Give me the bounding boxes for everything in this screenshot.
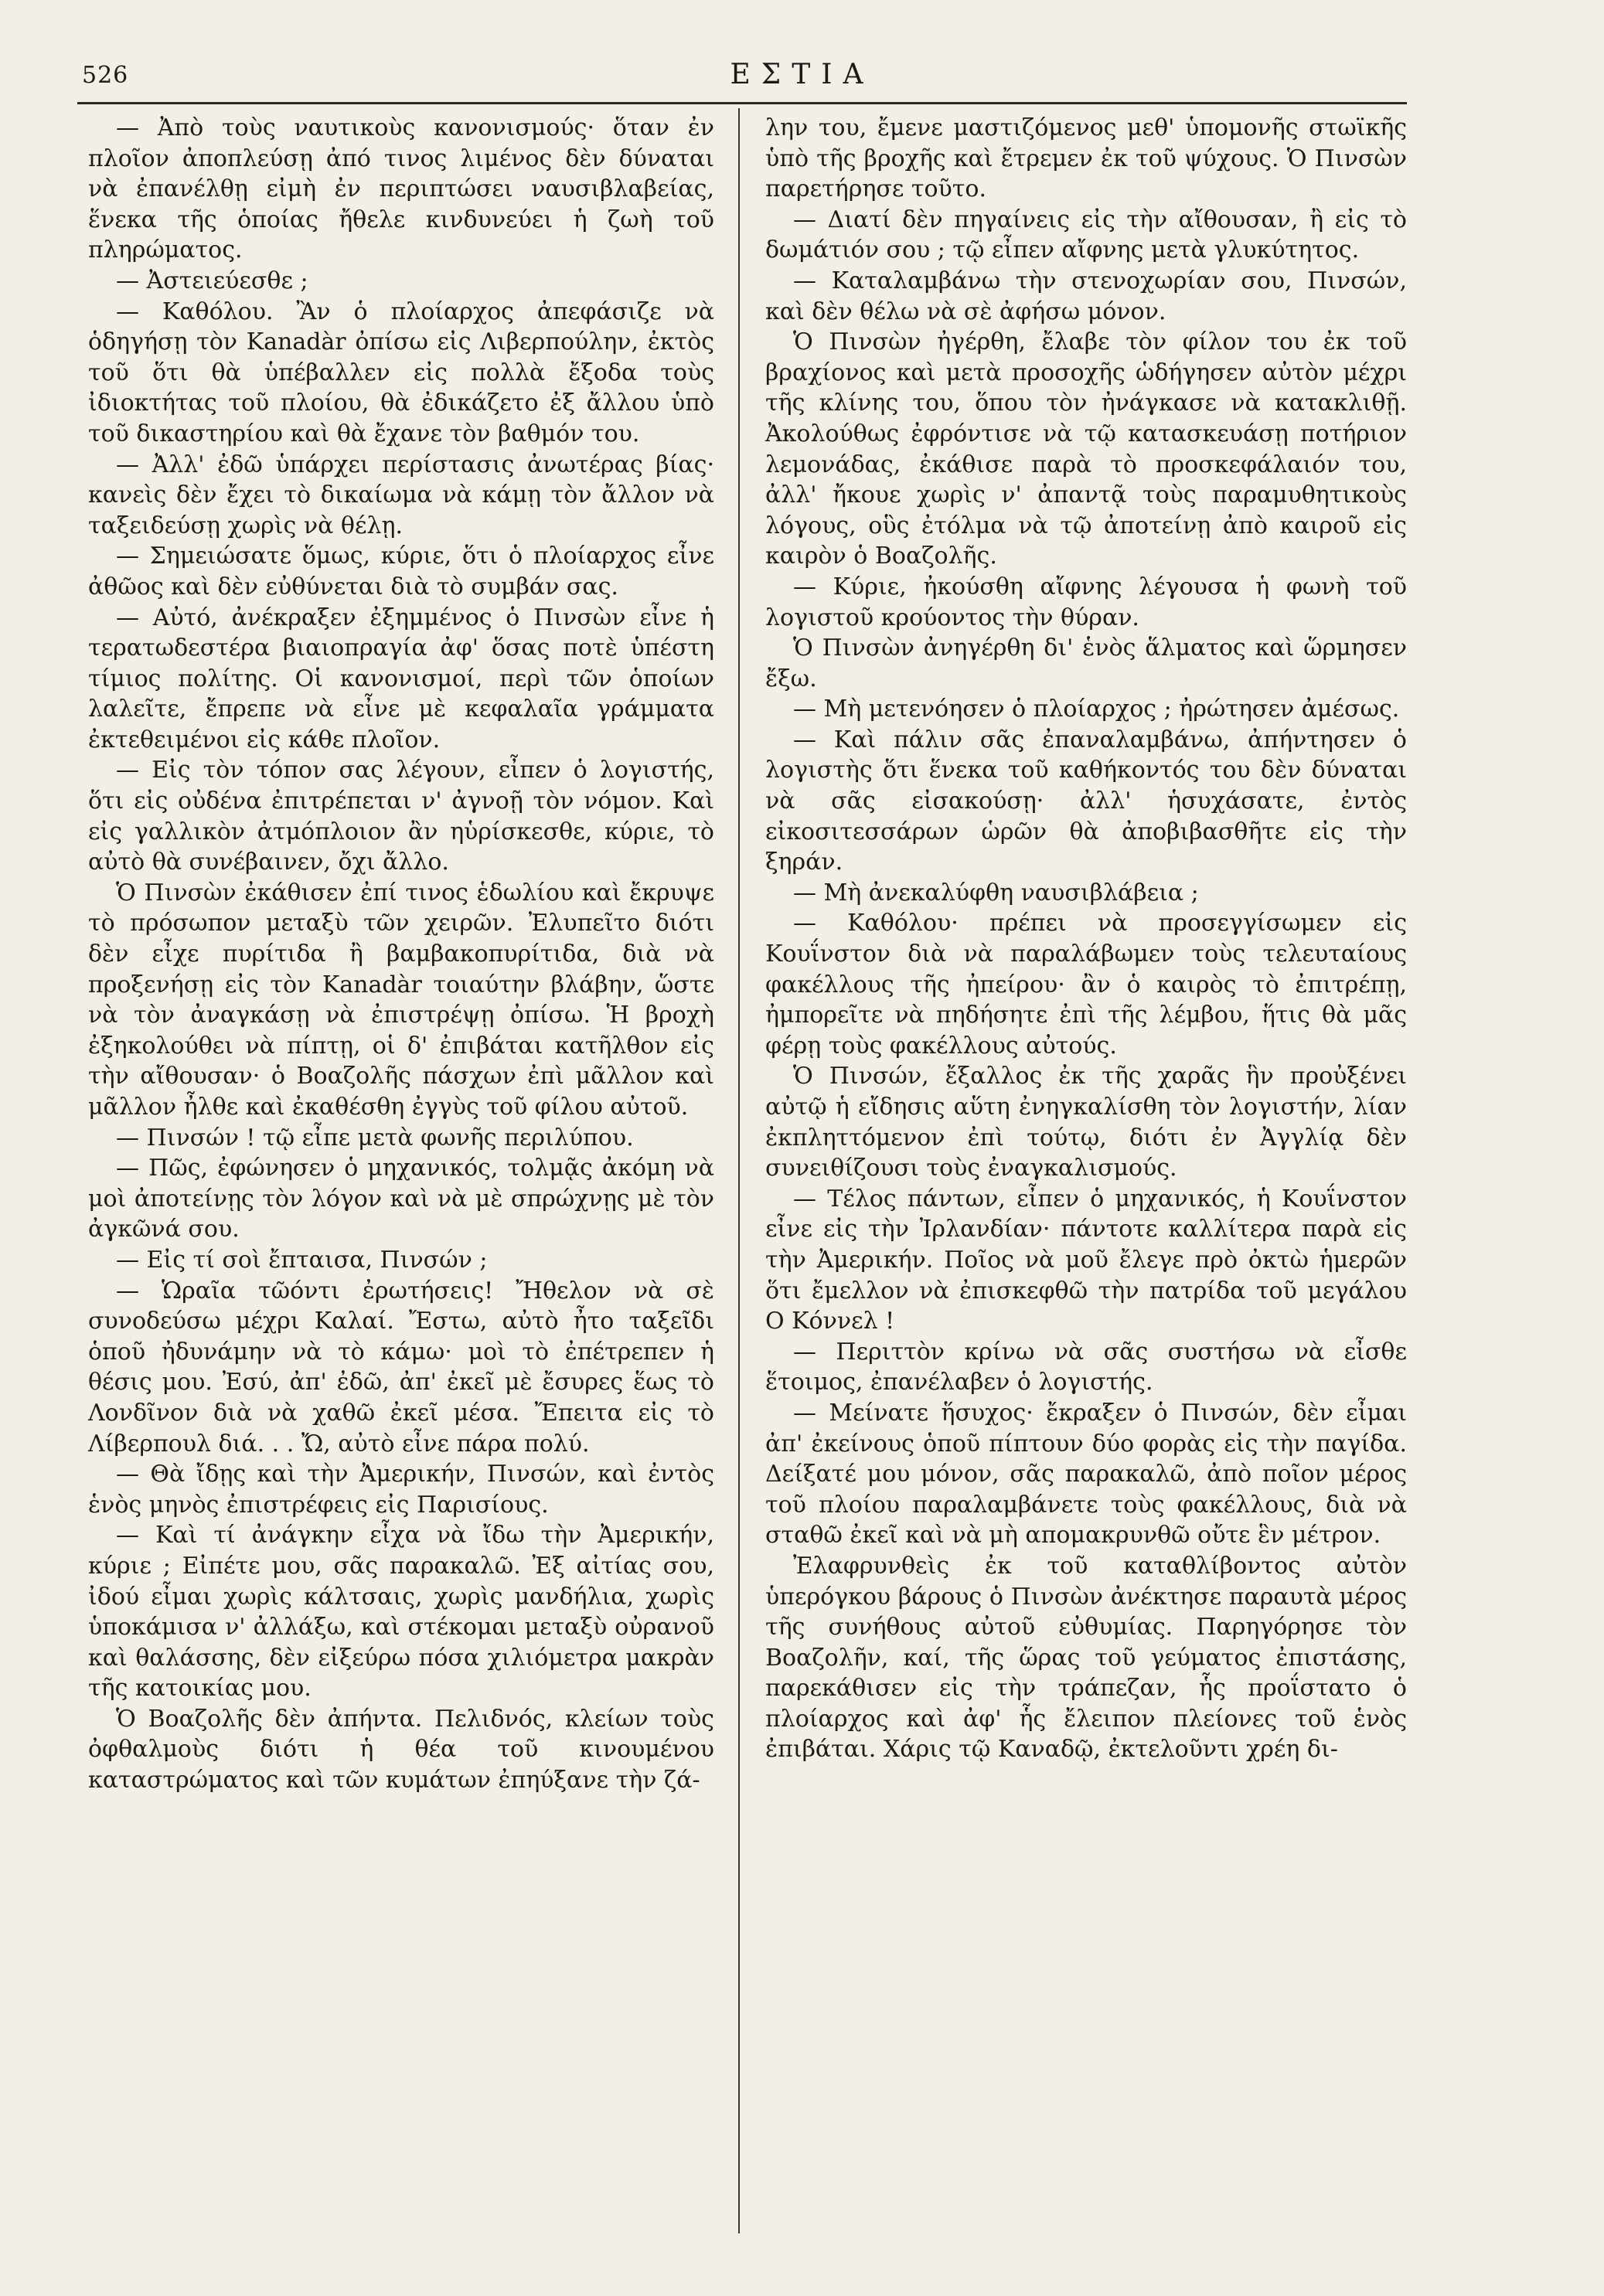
paragraph: — Πινσών ! τῷ εἶπε μετὰ φωνῆς περιλύπου. [116, 1124, 634, 1151]
page-number: 526 [82, 62, 129, 89]
paragraph: — Σημειώσατε ὅμως, κύριε, ὅτι ὁ πλοίαρχος εἶνε ἀθῶος καὶ δὲν εὐθύνεται διὰ τὸ συμβάν σας. [88, 543, 714, 600]
paragraph: — Περιττὸν κρίνω νὰ σᾶς συστήσω νὰ εἶσθε ἕτοιμος, ἐπανέλαβεν ὁ λογιστής. [765, 1338, 1407, 1396]
paragraph: — Εἰς τί σοὶ ἔπταισα, Πινσών ; [116, 1246, 488, 1274]
paragraph: — Κύριε, ἠκούσθη αἴφνης λέγουσα ἡ φωνὴ τοῦ λογιστοῦ κρούοντος τὴν θύραν. [765, 573, 1407, 631]
paragraph: Ἐλαφρυνθεὶς ἐκ τοῦ καταθλίβοντος αὐτὸν ὑπερόγκου βάρους ὁ Πινσὼν ἀνέκτησε παραυτὰ μέρος τῆς συνήθους αὐτοῦ εὐθυμίας. Παρηγόρησε τὸν Βοαζολῆν, καί, τῆς ὥρας τοῦ γεύματος ἐπιστάσης, παρεκάθισεν εἰς τὴν τράπεζαν, ἧς προΐστατο ὁ πλοίαρχος καὶ ἀφ' ἧς ἔλειπον πλείονες τοῦ ἑνὸς ἐπιβάται. Χάρις τῷ Καναδῷ, ἐκτελοῦντι χρέη δι- [765, 1552, 1407, 1764]
header-rule [77, 102, 1407, 104]
paragraph: Ὁ Πινσὼν ἠγέρθη, ἔλαβε τὸν φίλον του ἐκ τοῦ βραχίονος καὶ μετὰ προσοχῆς ὡδήγησεν αὐτὸν μέχρι τῆς κλίνης του, ὅπου τὸν ἠνάγκασε νὰ κατακλιθῇ. Ἀκολούθως ἐφρόντισε νὰ τῷ κατασκευάσῃ ποτήριον λεμονάδας, ἐκάθισε παρὰ τὸ προσκεφάλαιόν του, ἀλλ' ἤκουε χωρὶς ν' ἀπαντᾷ τοὺς παραμυθητικοὺς λόγους, οὓς ἐτόλμα νὰ τῷ ἀποτείνῃ ἀπὸ καιροῦ εἰς καιρὸν ὁ Βοαζολῆς. [765, 328, 1407, 570]
left-column [88, 113, 714, 1796]
paragraph: — Καὶ τί ἀνάγκην εἶχα νὰ ἴδω τὴν Ἀμερικήν, κύριε ; Εἰπέτε μου, σᾶς παρακαλῶ. Ἐξ αἰτίας σου, ἰδού εἶμαι χωρὶς κάλτσαις, χωρὶς μανδήλια, χωρὶς ὑποκάμισα ν' ἀλλάξω, καὶ στέκομαι μεταξὺ οὐρανοῦ καὶ θαλάσσης, δὲν εἰξεύρω πόσα χιλιόμετρα μακρὰν τῆς κατοικίας μου. [88, 1522, 714, 1702]
paragraph: — Ἀστειεύεσθε ; [116, 267, 308, 294]
paragraph: — Μὴ μετενόησεν ὁ πλοίαρχος ; ἠρώτησεν ἀμέσως. [793, 696, 1400, 723]
paragraph: — Διατί δὲν πηγαίνεις εἰς τὴν αἴθουσαν, ἢ εἰς τὸ δωμάτιόν σου ; τῷ εἶπεν αἴφνης μετὰ γλυκύτητος. [765, 206, 1407, 264]
column-divider [738, 108, 740, 2233]
paragraph: — Καὶ πάλιν σᾶς ἐπαναλαμβάνω, ἀπήντησεν ὁ λογιστὴς ὅτι ἕνεκα τοῦ καθήκοντός του δὲν δύναται νὰ σᾶς εἰσακούσῃ· ἀλλ' ἡσυχάσατε, ἐντὸς εἰκοσιτεσσάρων ὡρῶν θὰ ἀποβιβασθῆτε εἰς τὴν ξηράν. [765, 726, 1407, 876]
paragraph: — Καθόλου· πρέπει νὰ προσεγγίσωμεν εἰς Κουΐνστον διὰ νὰ παραλάβωμεν τοὺς τελευταίους φακέλλους τῆς ἠπείρου· ἂν ὁ καιρὸς τὸ ἐπιτρέπῃ, ἠμπορεῖτε νὰ πηδήσητε ἐπὶ τῆς λέμβου, ἥτις θὰ μᾶς φέρῃ τοὺς φακέλλους αὐτούς. [765, 910, 1407, 1060]
paragraph: — Εἰς τὸν τόπον σας λέγουν, εἶπεν ὁ λογιστής, ὅτι εἰς οὐδένα ἐπιτρέπεται ν' ἀγνοῇ τὸν νόμον. Καὶ εἰς γαλλικὸν ἀτμόπλοιον ἂν ηὑρίσκεσθε, κύριε, τὸ αὐτὸ θὰ συνέβαινεν, ὄχι ἄλλο. [88, 757, 714, 876]
paragraph: Ὁ Πινσών, ἔξαλλος ἐκ τῆς χαρᾶς ἣν προὐξένει αὐτῷ ἡ εἴδησις αὕτη ἐνηγκαλίσθη τὸν λογιστήν, λίαν ἐκπληττόμενον ἐπὶ τούτῳ, διότι ἐν Ἀγγλίᾳ δὲν συνειθίζουσι τοὺς ἐναγκαλισμούς. [765, 1063, 1407, 1182]
paragraph: — Μείνατε ἥσυχος· ἔκραξεν ὁ Πινσών, δὲν εἶμαι ἀπ' ἐκείνους ὁποῦ πίπτουν δύο φορὰς εἰς τὴν παγίδα. Δείξατέ μου μόνον, σᾶς παρακαλῶ, ἀπὸ ποῖον μέρος τοῦ πλοίου παραλαμβάνετε τοὺς φακέλλους, διὰ νὰ σταθῶ ἐκεῖ καὶ νὰ μὴ απομακρυνθῶ οὔτε ἓν μέτρον. [765, 1399, 1407, 1549]
running-title: ΕΣΤΙΑ [730, 59, 874, 90]
paragraph: Ὁ Βοαζολῆς δὲν ἀπήντα. Πελιδνός, κλείων τοὺς ὀφθαλμοὺς διότι ἡ θέα τοῦ κινουμένου καταστρώματος καὶ τῶν κυμάτων ἐπηύξανε τὴν ζά- [88, 1705, 714, 1794]
paragraph: — Πῶς, ἐφώνησεν ὁ μηχανικός, τολμᾷς ἀκόμη νὰ μοὶ ἀποτείνῃς τὸν λόγον καὶ νὰ μὲ σπρώχνῃς μὲ τὸν ἀγκῶνά σου. [88, 1155, 714, 1243]
paragraph: — Ἀλλ' ἐδῶ ὑπάρχει περίστασις ἀνωτέρας βίας· κανεὶς δὲν ἔχει τὸ δικαίωμα νὰ κάμῃ τὸν ἄλλον νὰ ταξειδεύσῃ χωρὶς νὰ θέλῃ. [88, 451, 714, 539]
right-column [765, 113, 1407, 1765]
paragraph: — Θὰ ἴδῃς καὶ τὴν Ἀμερικήν, Πινσών, καὶ ἐντὸς ἑνὸς μηνὸς ἐπιστρέφεις εἰς Παρισίους. [88, 1461, 714, 1519]
paragraph: — Μὴ ἀνεκαλύφθη ναυσιβλάβεια ; [793, 879, 1199, 906]
paragraph: — Ἀπὸ τοὺς ναυτικοὺς κανονισμούς· ὅταν ἐν πλοῖον ἀποπλεύσῃ ἀπό τινος λιμένος δὲν δύναται νὰ ἐπανέλθῃ εἰμὴ ἐν περιπτώσει ναυσιβλαβείας, ἕνεκα τῆς ὁποίας ἤθελε κινδυνεύει ἡ ζωὴ τοῦ πληρώματος. [88, 114, 714, 264]
paragraph: — Τέλος πάντων, εἶπεν ὁ μηχανικός, ἡ Κουΐνστον εἶνε εἰς τὴν Ἰρλανδίαν· πάντοτε καλλίτερα παρὰ εἰς τὴν Ἀμερικήν. Ποῖος νὰ μοῦ ἔλεγε πρὸ ὀκτὼ ἡμερῶν ὅτι ἔμελλον νὰ ἐπισκεφθῶ τὴν πατρίδα τοῦ μεγάλου Ο Κόννελ ! [765, 1185, 1407, 1335]
paragraph: Ὁ Πινσὼν ἐκάθισεν ἐπί τινος ἑδωλίου καὶ ἔκρυψε τὸ πρόσωπον μεταξὺ τῶν χειρῶν. Ἐλυπεῖτο διότι δὲν εἶχε πυρίτιδα ἢ βαμβακοπυρίτιδα, διὰ νὰ προξενήσῃ εἰς τὸν Kanadàr τοιαύτην βλάβην, ὥστε νὰ τὸν ἀναγκάσῃ νὰ ἐπιστρέψῃ ὀπίσω. Ἡ βροχὴ ἐξηκολούθει νὰ πίπτῃ, οἱ δ' ἐπιβάται κατῆλθον εἰς τὴν αἴθουσαν· ὁ Βοαζολῆς πάσχων ἐπὶ μᾶλλον καὶ μᾶλλον ἦλθε καὶ ἐκαθέσθη ἐγγὺς τοῦ φίλου αὐτοῦ. [88, 879, 714, 1121]
paragraph: — Ὡραῖα τῶόντι ἐρωτήσεις! Ἤθελον νὰ σὲ συνοδεύσω μέχρι Καλαί. Ἔστω, αὐτὸ ἦτο ταξεῖδι ὁποῦ ἠδυνάμην νὰ τὸ κάμω· μοὶ τὸ ἐπέτρεπεν ἡ θέσις μου. Ἐσύ, ἀπ' ἐδῶ, ἀπ' ἐκεῖ μὲ ἔσυρες ἕως τὸ Λονδῖνον διὰ νὰ χαθῶ ἐκεῖ μέσα. Ἔπειτα εἰς τὸ Λίβερπουλ διά. . . Ὤ, αὐτὸ εἶνε πάρα πολύ. [88, 1277, 714, 1458]
paragraph: — Καταλαμβάνω τὴν στενοχωρίαν σου, Πινσών, καὶ δὲν θέλω νὰ σὲ ἀφήσω μόνον. [765, 267, 1407, 325]
paragraph: λην του, ἔμενε μαστιζόμενος μεθ' ὑπομονῆς στωϊκῆς ὑπὸ τῆς βροχῆς καὶ ἔτρεμεν ἐκ τοῦ ψύχους. Ὁ Πινσὼν παρετήρησε τοῦτο. [765, 114, 1407, 203]
paragraph: Ὁ Πινσὼν ἀνηγέρθη δι' ἑνὸς ἅλματος καὶ ὥρμησεν ἔξω. [765, 634, 1407, 692]
paragraph: — Καθόλου. Ἂν ὁ πλοίαρχος ἀπεφάσιζε νὰ ὁδηγήσῃ τὸν Kanadàr ὀπίσω εἰς Λιβερπούλην, ἐκτὸς τοῦ ὅτι θὰ ὑπέβαλλεν εἰς πολλὰ ἔξοδα τοὺς ἰδιοκτήτας τοῦ πλοίου, θὰ ἐδικάζετο ἐξ ἄλλου ὑπὸ τοῦ δικαστηρίου καὶ θὰ ἔχανε τὸν βαθμόν του. [88, 298, 714, 447]
paragraph: — Αὐτό, ἀνέκραξεν ἐξημμένος ὁ Πινσὼν εἶνε ἡ τερατωδεστέρα βιαιοπραγία ἀφ' ὅσας ποτὲ ὑπέστη τίμιος πολίτης. Οἱ κανονισμοί, περὶ τῶν ὁποίων λαλεῖτε, ἔπρεπε νὰ εἶνε μὲ κεφαλαῖα γράμματα ἐκτεθειμένοι εἰς κάθε πλοῖον. [88, 604, 714, 753]
